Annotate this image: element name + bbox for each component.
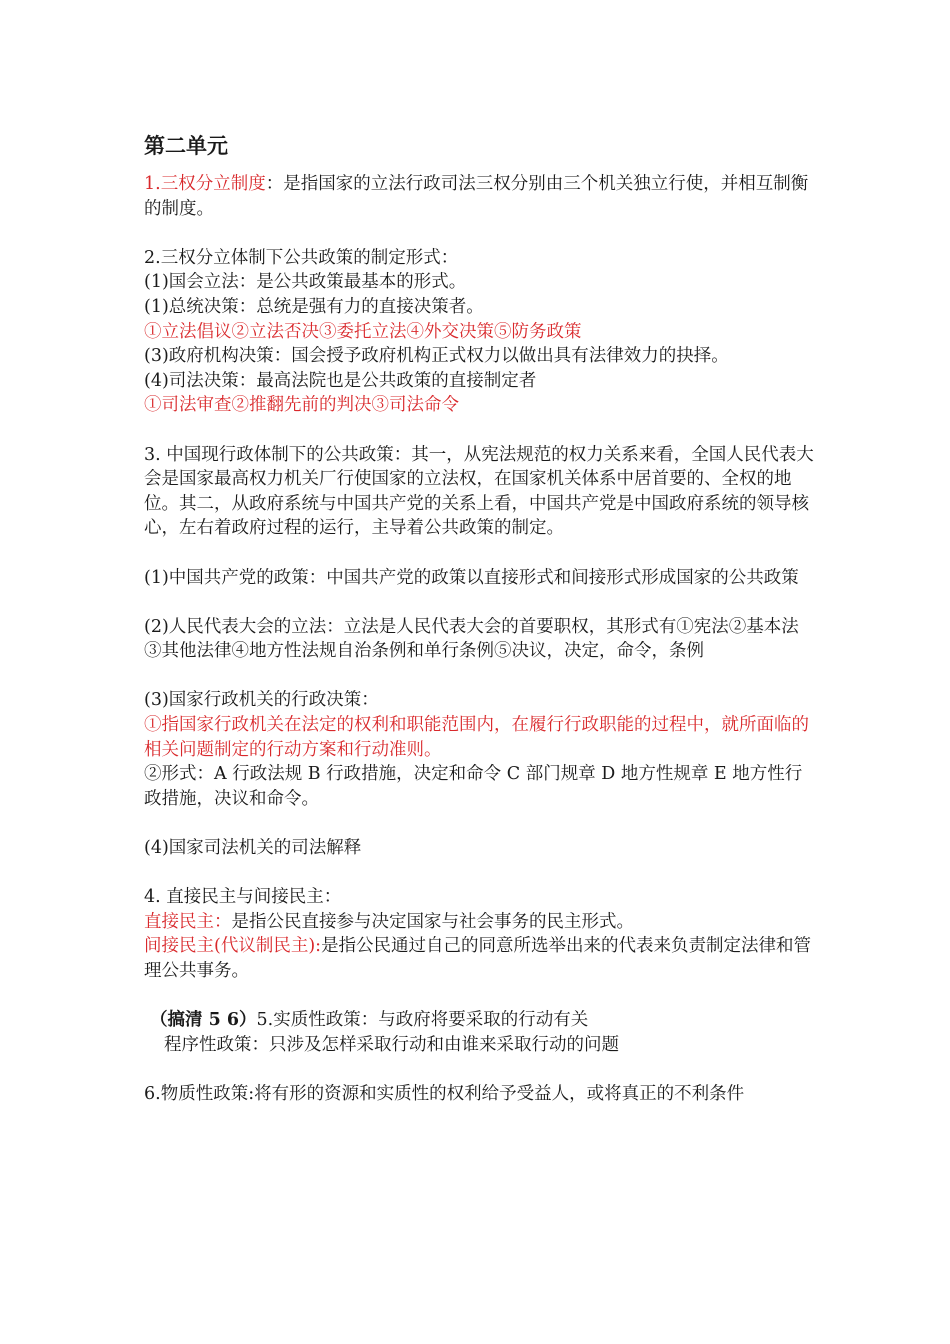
indirect-democracy-text: 是指公民通过自己的同意所选举出来的代表来负责制定法律和管理公共事务。 [144,936,812,981]
section-5-line-1 [144,1008,814,1033]
s3-party-policy: (1)中国共产党的政策：中国共产党的政策以直接形式和间接形式形成国家的公共政策 [144,567,799,588]
document-page [144,128,814,1107]
page-title: 第二单元 [144,134,228,158]
direct-democracy-text: 是指公民直接参与决定国家与社会事务的民主形式。 [231,911,634,932]
s3-admin-heading: (3)国家行政机关的行政决策： [144,690,379,711]
s2-president-powers: ①立法倡议②立法否决③委托立法④外交决策⑤防务政策 [144,321,582,342]
s4-indirect-democracy [144,934,814,983]
s3-judicial-interpretation: (4)国家司法机关的司法解释 [144,838,362,859]
s3-admin-definition: ①指国家行政机关在法定的权利和职能范围内，在履行行政职能的过程中，就所面临的相关问题制定的行动方案和行动准则。 [144,715,809,760]
section-3-intro: 3. 中国现行政体制下的公共政策：其一，从宪法规范的权力关系来看，全国人民代表大会是国家最高权力机关厂行使国家的立法权，在国家机关体系中居首要的、全权的地位。其二，从政府系统与中国共产党的关系上看，中国共产党是中国政府系统的领导核心，左右着政府过程的运行，主导着公共政策的制定。 [144,444,814,539]
section-5-procedural: 程序性政策：只涉及怎样采取行动和由谁来采取行动的问题 [164,1034,619,1055]
s4-direct-democracy [144,910,814,935]
section-4-heading: 4. 直接民主与间接民主： [144,887,342,908]
definition-text: ：是指国家的立法行政司法三权分别由三个机关独立行使，并相互制衡的制度。 [144,174,809,219]
term-indirect-democracy: 间接民主(代议制民主): [144,936,322,957]
s2-line-congress: (1)国会立法：是公共政策最基本的形式。 [144,272,467,293]
section-1 [144,172,814,221]
section-2-heading: 2.三权分立体制下公共政策的制定形式： [144,247,459,268]
s2-line-president: (1)总统决策：总统是强有力的直接决策者。 [144,296,484,317]
section-6-line-1: 6.物质性政策:将有形的资源和实质性的权利给予受益人，或将真正的不利条件 [144,1083,745,1104]
term-direct-democracy: 直接民主： [144,911,232,932]
term-separation-of-powers: 1.三权分立制度 [144,174,266,194]
clarify-note: （搞清 5 6） [150,1010,257,1031]
substantive-policy: 5.实质性政策：与政府将要采取的行动有关 [256,1010,589,1031]
s2-line-agencies: (3)政府机构决策：国会授予政府机构正式权力以做出具有法律效力的抉择。 [144,346,729,367]
s3-admin-forms: ②形式：A 行政法规 B 行政措施，决定和命令 C 部门规章 D 地方性规章 E 地方性行政措施，决议和命令。 [144,764,803,809]
s3-npc-legislation: (2)人民代表大会的立法：立法是人民代表大会的首要职权，其形式有①宪法②基本法③其他法律④地方性法规自治条例和单行条例⑤决议，决定，命令，条例 [144,616,799,662]
s2-line-judiciary: (4)司法决策：最高法院也是公共政策的直接制定者 [144,370,537,391]
s2-judicial-powers: ①司法审查②推翻先前的判决③司法命令 [144,395,459,416]
